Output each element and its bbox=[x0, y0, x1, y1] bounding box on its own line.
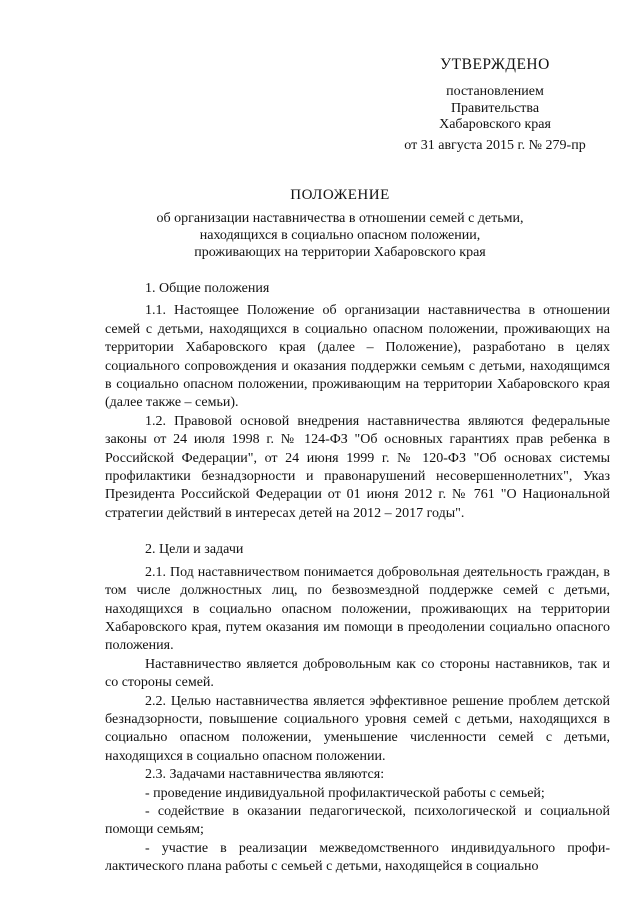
approval-date: от 31 августа 2015 г. № 279-пр bbox=[404, 137, 586, 153]
list-item: - содействие в оказании педагогической, психологической и социальной помощи семьям; bbox=[105, 803, 610, 838]
document-title bbox=[90, 186, 590, 261]
title-heading: ПОЛОЖЕНИЕ bbox=[290, 187, 390, 203]
paragraph: 2.1. Под наставничеством понимается добровольная деятельность граждан, в том числе должностных лиц, по безвозмездной поддержке семей с детьми, находящихся в социально опасном положении, проживающих на территории Хабаровского края, путем оказания им помощи в преодолении социально опасного положения. bbox=[105, 564, 610, 654]
paragraph: 1.1. Настоящее Положение об организации наставничества в отношении семей с детьми, находящихся в социально опасном положении, проживающих на территории Хабаровского края (далее – Положение), разработано в целях социального сопровождения и оказания поддержки семьям с детьми, находящимся в социально опасном положении, проживающим на территории Хабаровского края (далее также – семьи). bbox=[105, 303, 610, 411]
paragraph: Наставничество является добровольным как со стороны наставников, так и со стороны семей. bbox=[105, 656, 610, 691]
document-body bbox=[105, 280, 610, 877]
approval-line: постановлением bbox=[446, 84, 544, 100]
title-line: об организации наставничества в отношении семей с детьми, bbox=[156, 211, 524, 227]
list-item: - участие в реализации межведомственного индивидуального профилактического плана работы с семьей с детьми, находящейся в социально bbox=[105, 840, 610, 875]
approval-stamp bbox=[370, 56, 620, 154]
section-heading: 2. Цели и задачи bbox=[145, 542, 244, 558]
paragraph: 2.3. Задачами наставничества являются: bbox=[145, 767, 385, 783]
title-line: находящихся в социально опасном положении, bbox=[199, 228, 481, 244]
title-line: проживающих на территории Хабаровского края bbox=[194, 245, 486, 261]
paragraph: 2.2. Целью наставничества является эффективное решение проблем детской безнадзорности, повышение социального уровня семей с детьми, находящихся в социально опасном положении, уменьшение численности семей с детьми, находящихся в социально опасном положении. bbox=[105, 693, 610, 764]
approval-line: Правительства bbox=[450, 100, 540, 116]
list-item: - проведение индивидуальной профилактической работы с семьей; bbox=[145, 785, 545, 801]
section-heading: 1. Общие положения bbox=[145, 281, 270, 296]
approval-heading: УТВЕРЖДЕНО bbox=[440, 56, 550, 73]
paragraph: 1.2. Правовой основой внедрения наставничества являются федеральные законы от 24 июля 1998 г. № 124-ФЗ "Об основных гарантиях прав ребенка в Российской Федерации", от 24 июня 1999 г. № 120-ФЗ "Об основах системы профилактики безнадзорности и правонарушений несовершеннолетних", Указ Президента Российской Федерации от 01 июня 2012 г. № 761 "О Национальной стратегии действий в интересах детей на 2012 – 2017 годы". bbox=[105, 413, 610, 521]
approval-line: Хабаровского края bbox=[439, 117, 551, 133]
